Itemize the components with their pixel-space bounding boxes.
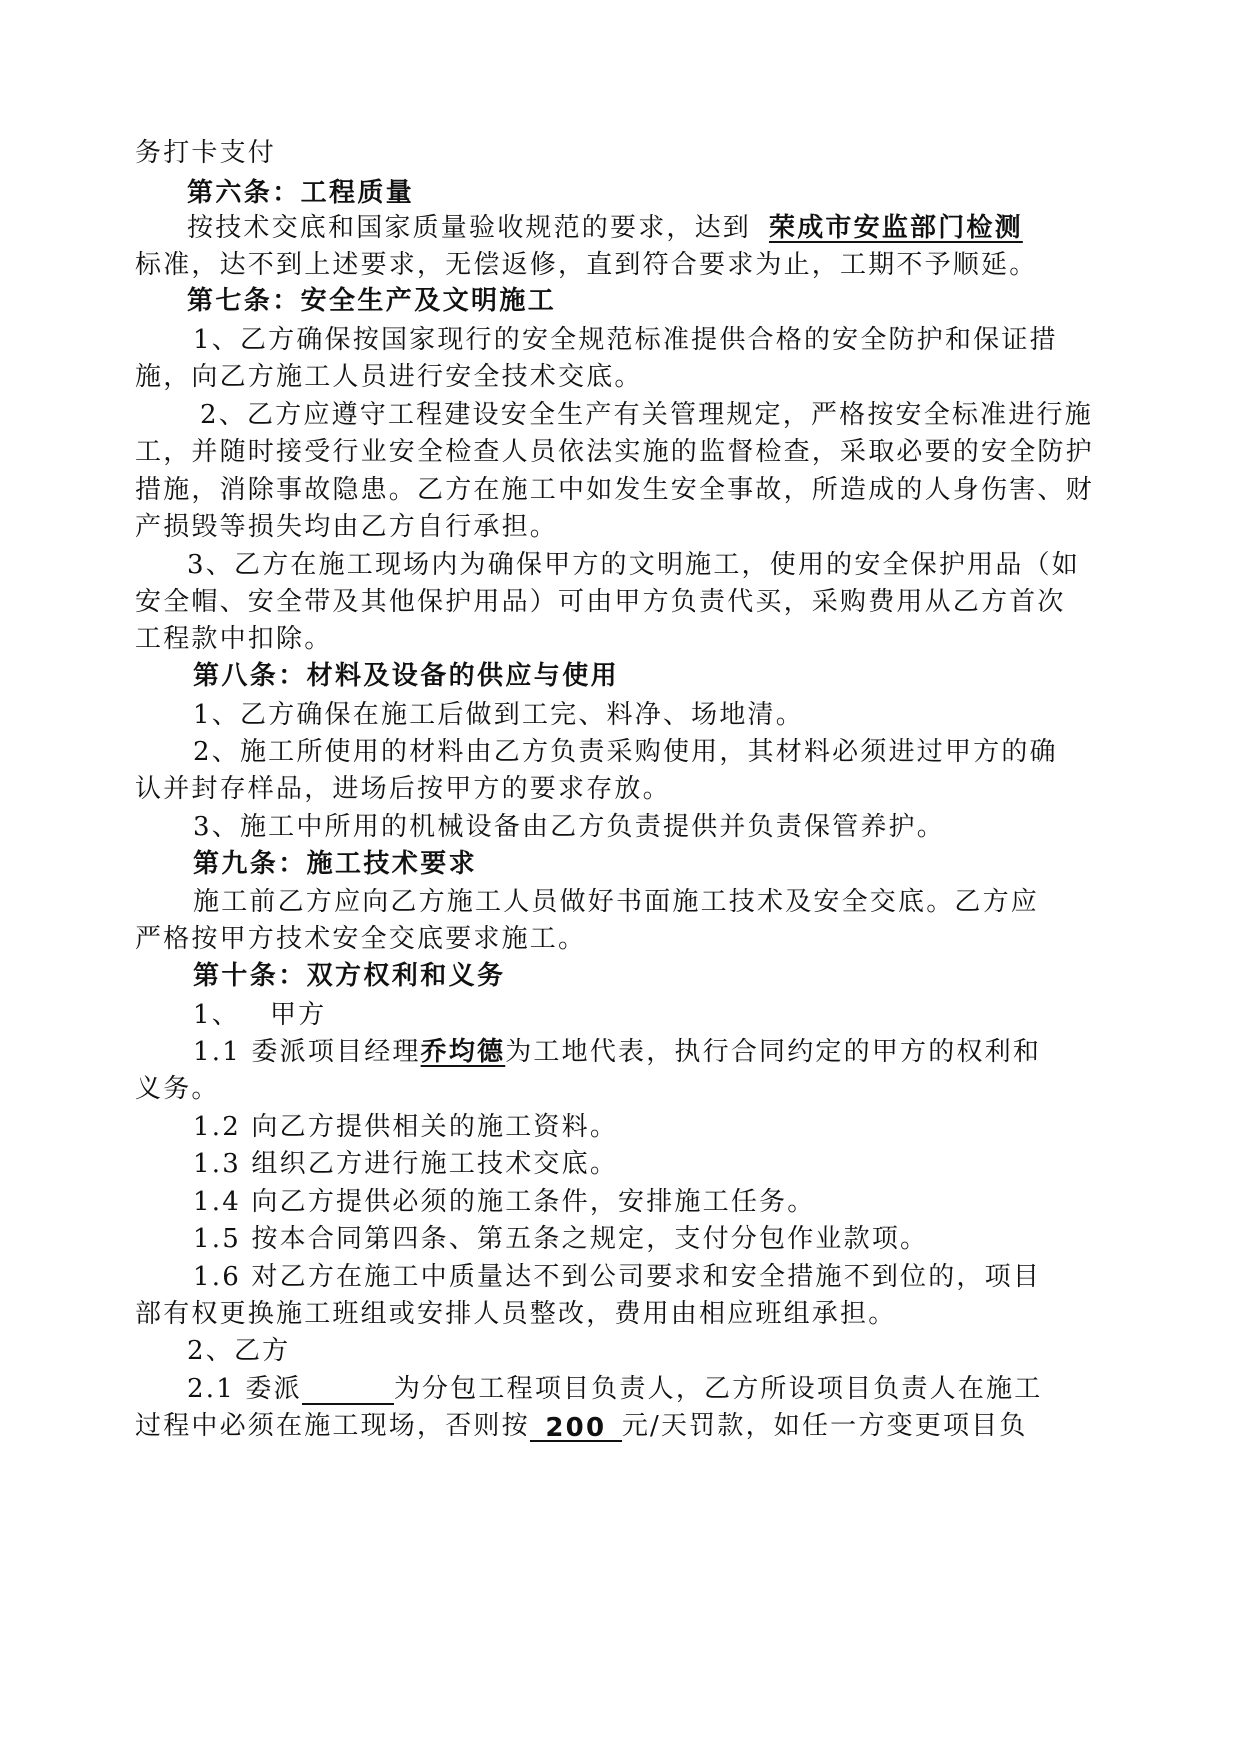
text-line: 措施，消除事故隐患。乙方在施工中如发生安全事故，所造成的人身伤害、财 xyxy=(135,475,1094,505)
text-segment: 过程中必须在施工现场，否则按 xyxy=(135,1411,530,1441)
text-line: 2、施工所使用的材料由乙方负责采购使用，其材料必须进过甲方的确 xyxy=(193,737,1058,767)
text-line: 工程款中扣除。 xyxy=(135,624,333,654)
text-segment: 1.1 委派项目经理 xyxy=(193,1037,421,1067)
text-line: 1、乙方确保在施工后做到工完、料净、场地清。 xyxy=(193,700,804,730)
text-line: 产损毁等损失均由乙方自行承担。 xyxy=(135,512,559,542)
text-line: 3、施工中所用的机械设备由乙方负责提供并负责保管养护。 xyxy=(193,812,945,842)
text-line: 1.4 向乙方提供必须的施工条件，安排施工任务。 xyxy=(193,1187,816,1217)
inspection-standard-value: 荣成市安监部门检测 xyxy=(769,213,1023,243)
text-line: 1、乙方确保按国家现行的安全规范标准提供合格的安全防护和保证措 xyxy=(193,325,1058,355)
article-6-heading: 第六条：工程质量 xyxy=(187,178,415,208)
text-line: 义务。 xyxy=(135,1074,220,1104)
text-line xyxy=(193,1036,1041,1068)
project-manager-name: 乔均德 xyxy=(420,1037,506,1067)
responsible-person-blank xyxy=(302,1375,394,1405)
article-8-heading: 第八条：材料及设备的供应与使用 xyxy=(193,661,620,691)
text-line: 1.5 按本合同第四条、第五条之规定，支付分包作业款项。 xyxy=(193,1224,929,1254)
text-segment: 元/天罚款，如任一方变更项目负 xyxy=(621,1411,1028,1441)
article-7-heading: 第七条：安全生产及文明施工 xyxy=(187,286,557,316)
item-number: 1、 xyxy=(193,1000,240,1030)
article-9-heading: 第九条：施工技术要求 xyxy=(193,849,478,879)
text-line: 标准，达不到上述要求，无偿返修，直到符合要求为止，工期不予顺延。 xyxy=(135,250,1038,280)
text-line xyxy=(187,1373,1042,1405)
text-segment: 按技术交底和国家质量验收规范的要求，达到 xyxy=(187,213,752,243)
text-line: 部有权更换施工班组或安排人员整改，费用由相应班组承担。 xyxy=(135,1299,897,1329)
text-line: 2、乙方应遵守工程建设安全生产有关管理规定，严格按安全标准进行施 xyxy=(200,400,1093,430)
text-segment: 为分包工程项目负责人，乙方所设项目负责人在施工 xyxy=(393,1374,1043,1404)
text-line: 1.6 对乙方在施工中质量达不到公司要求和安全措施不到位的，项目 xyxy=(193,1262,1042,1292)
daily-penalty-amount: 200 xyxy=(530,1412,622,1442)
text-line: 严格按甲方技术安全交底要求施工。 xyxy=(135,924,587,954)
party-a-label: 甲方 xyxy=(269,1000,327,1030)
text-line xyxy=(193,999,326,1031)
text-line: 3、乙方在施工现场内为确保甲方的文明施工，使用的安全保护用品（如 xyxy=(187,550,1080,580)
text-line xyxy=(135,1410,1028,1442)
text-line: 认并封存样品，进场后按甲方的要求存放。 xyxy=(135,774,671,804)
text-line: 工，并随时接受行业安全检查人员依法实施的监督检查，采取必要的安全防护 xyxy=(135,437,1094,467)
text-line xyxy=(187,212,1023,244)
article-10-heading: 第十条：双方权利和义务 xyxy=(193,961,506,991)
text-line: 1.2 向乙方提供相关的施工资料。 xyxy=(193,1112,619,1142)
text-segment: 2.1 委派 xyxy=(187,1374,302,1404)
text-line: 2、乙方 xyxy=(187,1336,291,1366)
text-line: 务打卡支付 xyxy=(135,138,277,168)
text-line: 1.3 组织乙方进行施工技术交底。 xyxy=(193,1149,619,1179)
text-line: 安全帽、安全带及其他保护用品）可由甲方负责代买，采购费用从乙方首次 xyxy=(135,587,1066,617)
text-line: 施，向乙方施工人员进行安全技术交底。 xyxy=(135,362,643,392)
text-line: 施工前乙方应向乙方施工人员做好书面施工技术及安全交底。乙方应 xyxy=(193,887,1040,917)
text-segment: 为工地代表，执行合同约定的甲方的权利和 xyxy=(505,1037,1042,1067)
